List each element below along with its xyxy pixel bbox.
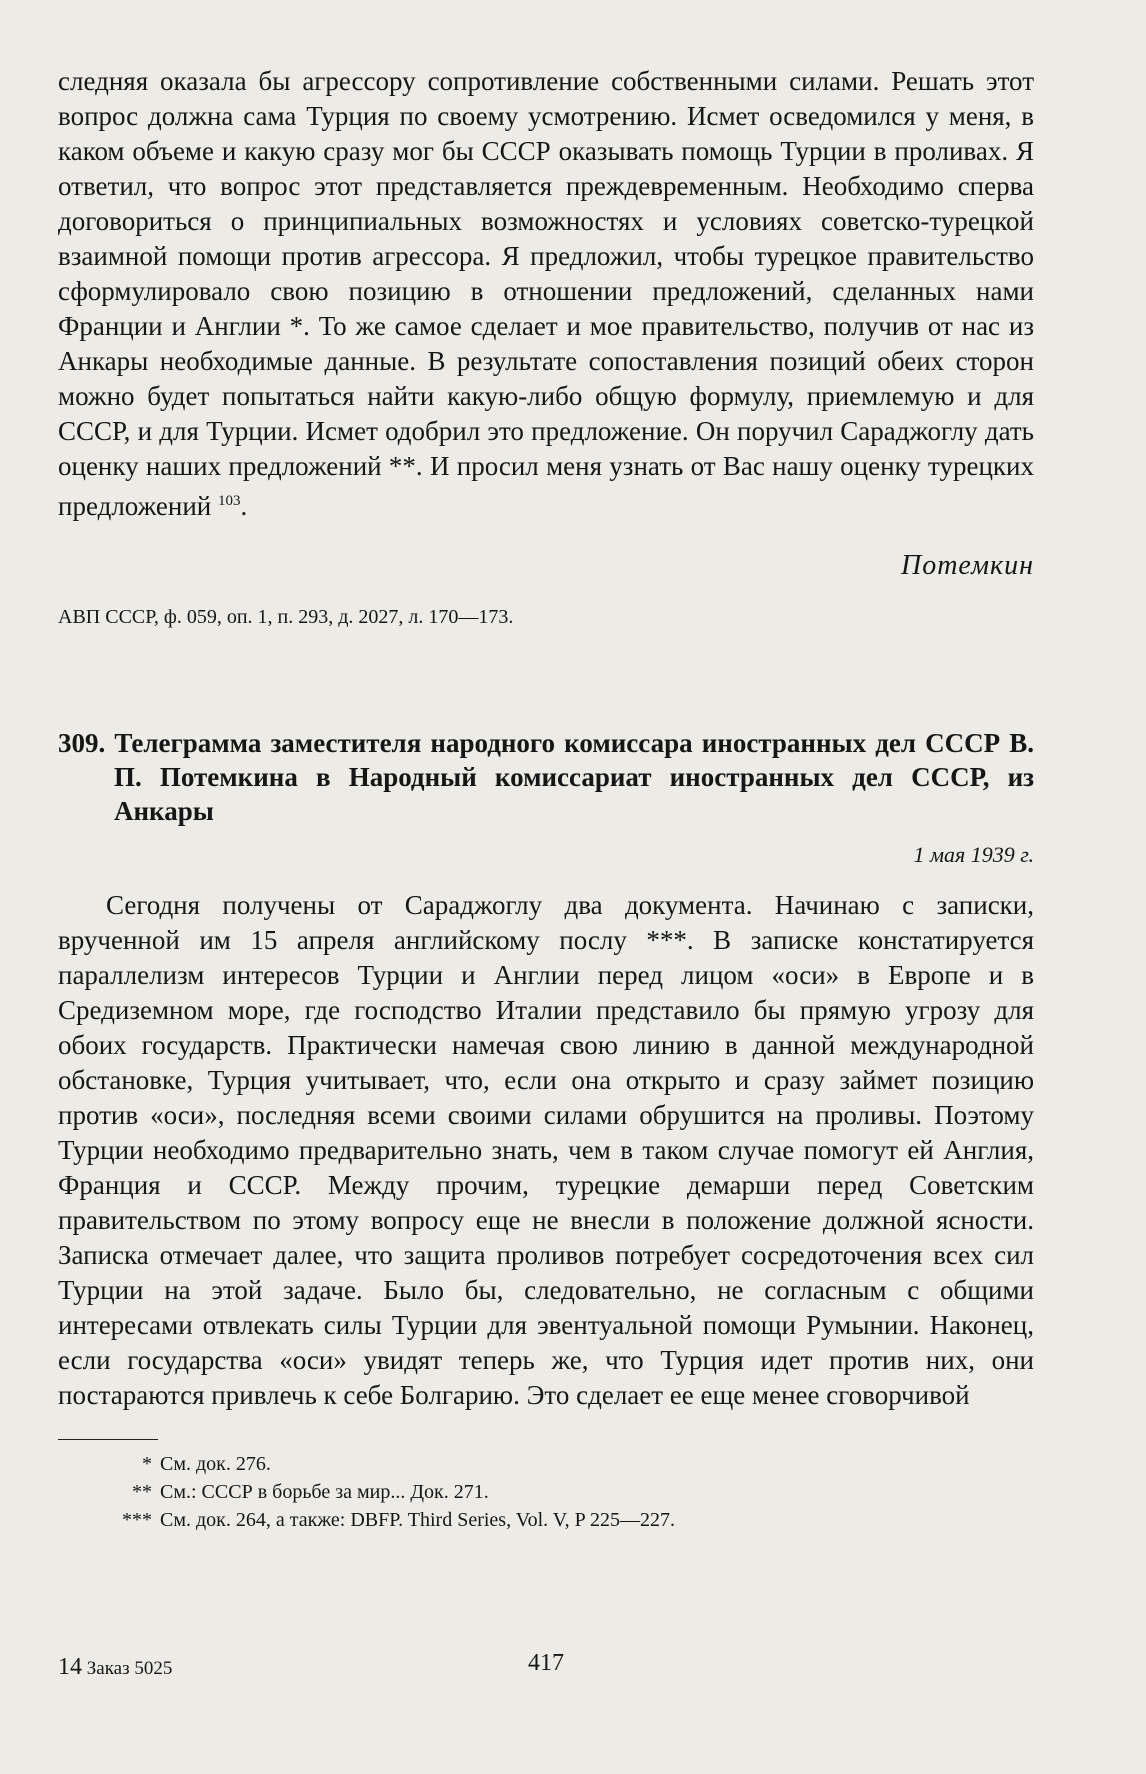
endnote-ref: 103: [218, 493, 241, 509]
footnote-3: [58, 1506, 1034, 1534]
document-body: Сегодня получены от Сараджоглу два документа. Начинаю с записки, врученной им 15 апреля английскому послу ***. В записке констатируется параллелизм интересов Турции и Англии перед лицом «оси» в Европе и в Средиземном море, где господство Италии представило бы прямую угрозу для обоих государств. Практически намечая свою линию в данной международной обстановке, Турция учитывает, что, если она открыто и сразу займет позицию против «оси», последняя всеми своими силами обрушится на проливы. Поэтому Турции необходимо предварительно знать, чем в таком случае помогут ей Англия, Франция и СССР. Между прочим, турецкие демарши перед Советским правительством по этому вопросу еще не внесли в положение должной ясности. Записка отмечает далее, что защита проливов потребует сосредоточения всех сил Турции на этой задаче. Было бы, следовательно, не согласным с общими интересами отвлекать силы Турции для эвентуальной помощи Румынии. Наконец, если государства «оси» увидят теперь же, что Турция идет против них, они постараются привлечь к себе Болгарию. Это сделает ее еще менее сговорчивой: [58, 890, 1034, 1410]
printer-mark: [58, 1654, 172, 1681]
footnote-1: [58, 1450, 1034, 1478]
page-footer: [58, 1650, 1034, 1680]
continuation-text: следняя оказала бы агрессору сопротивление собственными силами. Решать этот вопрос должна сама Турция по своему усмотрению. Исмет осведомился у меня, в каком объеме и какую сразу мог бы СССР оказывать помощь Турции в проливах. Я ответил, что вопрос этот представляется преждевременным. Необходимо сперва договориться о принципиальных возможностях и условиях советско-турецкой взаимной помощи против агрессора. Я предложил, чтобы турецкое правительство сформулировало свою позицию в отношении предложений, сделанных нами Франции и Англии *. То же самое сделает и мое правительство, получив от нас из Анкары необходимые данные. В результате сопоставления позиций обеих сторон можно будет попытаться найти какую-либо общую формулу, приемлемую и для СССР, и для Турции. Исмет одобрил это предложение. Он поручил Сараджоглу дать оценку наших предложений **. И просил меня узнать от Вас нашу оценку турецких предложений: [58, 66, 1034, 521]
footnote-2: [58, 1478, 1034, 1506]
footnote-divider: [58, 1439, 158, 1440]
archive-reference: АВП СССР, ф. 059, оп. 1, п. 293, д. 2027, л. 170—173.: [58, 606, 514, 628]
document-heading: 309. Телеграмма заместителя народного комиссара иностранных дел СССР В. П. Потемкина в Народный комиссариат иностранных дел СССР, из Анкары: [58, 728, 1034, 826]
continuation-end: .: [240, 491, 248, 521]
signature: Потемкин: [900, 550, 1034, 581]
footnote-text: См. док. 276.: [160, 1453, 271, 1475]
footnote-mark: **: [132, 1481, 152, 1503]
footnote-text: См. док. 264, а также: DBFP. Third Series, Vol. V, P 225—227.: [160, 1509, 676, 1531]
continuation-paragraph: [58, 64, 1034, 524]
signature-mark: 14: [58, 1654, 82, 1680]
footnote-text: См.: СССР в борьбе за мир... Док. 271.: [160, 1481, 489, 1503]
document-date: 1 мая 1939 г.: [913, 842, 1034, 867]
footnote-mark: ***: [122, 1509, 152, 1531]
printer-order: Заказ 5025: [86, 1658, 173, 1679]
page-number: 417: [528, 1650, 564, 1676]
footnote-mark: *: [142, 1453, 152, 1475]
